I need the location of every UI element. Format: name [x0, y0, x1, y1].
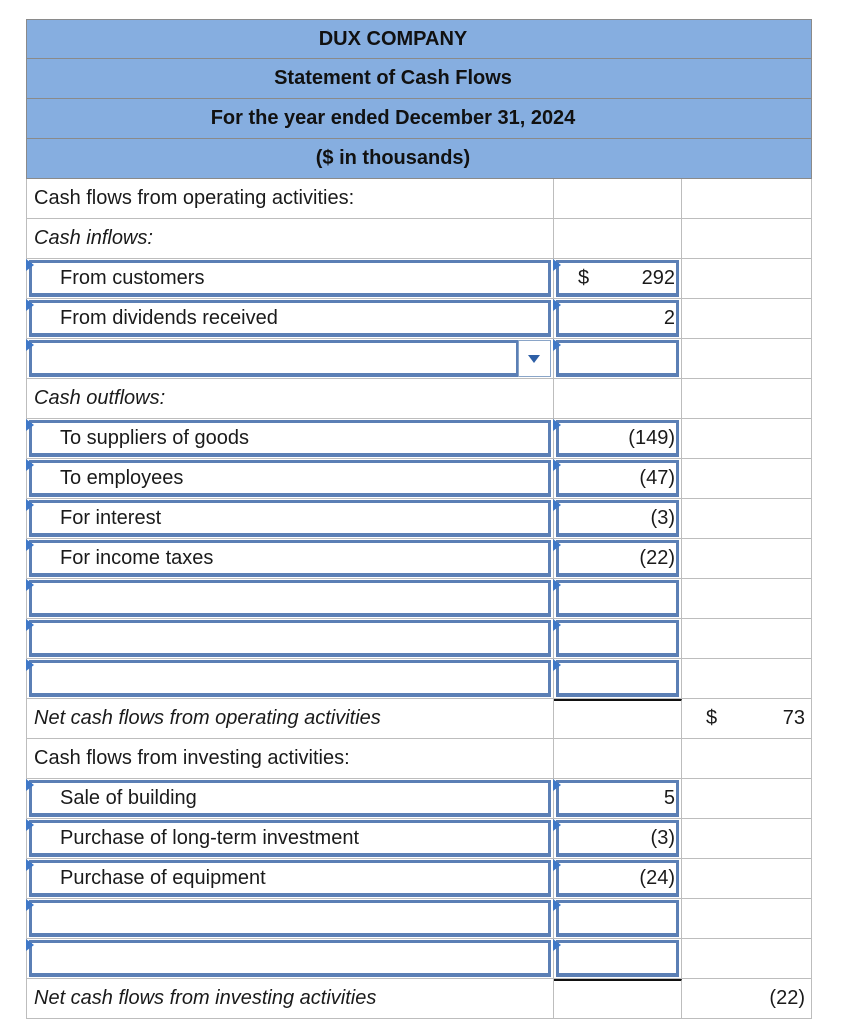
amount-value: (3): [650, 507, 675, 529]
line-item-label: Purchase of long-term investment: [60, 827, 360, 849]
input-marker-icon: [26, 299, 34, 311]
input-marker-icon: [553, 579, 561, 591]
input-marker-icon: [553, 459, 561, 471]
total-cell: [682, 779, 812, 819]
input-marker-icon: [553, 499, 561, 511]
label-cell: [26, 939, 554, 979]
input-marker-icon: [553, 539, 561, 551]
amount-cell: [554, 819, 682, 859]
dollar-sign: $: [706, 707, 718, 729]
input-marker-icon: [26, 939, 34, 951]
total-cell: [682, 739, 812, 779]
input-marker-icon: [553, 659, 561, 671]
total-cell: [682, 499, 812, 539]
amount-value: 5: [663, 787, 675, 809]
total-cell: [682, 659, 812, 699]
table-row: [26, 939, 812, 979]
table-row: [26, 539, 812, 579]
amount-input[interactable]: [556, 940, 679, 977]
line-item-label: To employees: [60, 467, 184, 489]
amount-cell: [554, 419, 682, 459]
line-item-label: Sale of building: [60, 787, 197, 809]
line-item-label: For interest: [60, 507, 162, 529]
amount-input[interactable]: [556, 780, 679, 817]
table-row: [26, 979, 812, 1019]
table-row: [26, 259, 812, 299]
input-marker-icon: [26, 579, 34, 591]
label-cell: [26, 779, 554, 819]
input-marker-icon: [553, 899, 561, 911]
label-cell: [26, 179, 554, 219]
input-marker-icon: [553, 779, 561, 791]
table-row: [26, 499, 812, 539]
label-cell: [26, 499, 554, 539]
total-cell: [682, 579, 812, 619]
table-row: [26, 179, 812, 219]
table-row: [26, 659, 812, 699]
total-cell: [682, 459, 812, 499]
table-row: [26, 899, 812, 939]
total-cell: [682, 219, 812, 259]
total-cell: [682, 339, 812, 379]
amount-input[interactable]: [556, 900, 679, 937]
subtotal-label: Net cash flows from operating activities: [34, 707, 381, 729]
amount-cell: [554, 779, 682, 819]
amount-value: (149): [628, 427, 675, 449]
line-item-label: To suppliers of goods: [60, 427, 250, 449]
total-cell: [682, 979, 812, 1019]
section-heading: Cash flows from operating activities:: [34, 187, 355, 209]
total-value: 73: [782, 707, 805, 729]
total-cell: [682, 819, 812, 859]
statement-title: [26, 59, 812, 99]
label-cell: [26, 539, 554, 579]
label-cell: [26, 899, 554, 939]
total-cell: [682, 699, 812, 739]
label-cell: [26, 659, 554, 699]
amount-input[interactable]: [556, 660, 679, 697]
table-row: [26, 819, 812, 859]
total-cell: [682, 379, 812, 419]
amount-cell: [554, 659, 682, 699]
line-item-label: Purchase of equipment: [60, 867, 266, 889]
line-item-label: For income taxes: [60, 547, 214, 569]
input-marker-icon: [26, 459, 34, 471]
cash-flow-statement: [26, 19, 812, 1019]
amount-value: 2: [663, 307, 675, 329]
table-row: [26, 339, 812, 379]
input-marker-icon: [553, 299, 561, 311]
input-marker-icon: [26, 659, 34, 671]
label-cell: [26, 619, 554, 659]
label-cell: [26, 979, 554, 1019]
table-row: [26, 779, 812, 819]
subtotal-label: Net cash flows from investing activities: [34, 987, 377, 1009]
input-marker-icon: [553, 859, 561, 871]
label-cell: [26, 739, 554, 779]
label-cell: [26, 339, 554, 379]
amount-cell: [554, 899, 682, 939]
subsection-heading: Cash inflows:: [34, 227, 153, 249]
label-cell: [26, 259, 554, 299]
amount-cell: [554, 339, 682, 379]
input-marker-icon: [26, 619, 34, 631]
dollar-sign: $: [578, 267, 590, 289]
total-cell: [682, 299, 812, 339]
label-cell: [26, 579, 554, 619]
input-marker-icon: [553, 819, 561, 831]
label-cell: [26, 419, 554, 459]
table-row: [26, 299, 812, 339]
table-row: [26, 379, 812, 419]
input-marker-icon: [553, 259, 561, 271]
amount-value: (3): [650, 827, 675, 849]
amount-cell: [554, 379, 682, 419]
label-cell: [26, 219, 554, 259]
amount-value: (24): [639, 867, 675, 889]
label-cell: [26, 699, 554, 739]
company-name: [26, 19, 812, 59]
subsection-heading: Cash outflows:: [34, 387, 166, 409]
line-item-select[interactable]: [29, 340, 519, 377]
amount-cell: [554, 459, 682, 499]
amount-cell: [554, 259, 682, 299]
total-value: (22): [769, 987, 805, 1009]
amount-cell: [554, 939, 682, 979]
amount-input[interactable]: [556, 300, 679, 337]
amount-input[interactable]: [556, 340, 679, 377]
total-cell: [682, 419, 812, 459]
amount-input[interactable]: [556, 580, 679, 617]
table-row: [26, 579, 812, 619]
input-marker-icon: [26, 899, 34, 911]
total-cell: [682, 179, 812, 219]
label-cell: [26, 459, 554, 499]
statement-title-text: Statement of Cash Flows: [274, 67, 512, 89]
input-marker-icon: [26, 339, 34, 351]
line-item-label: From customers: [60, 267, 205, 289]
total-cell: [682, 259, 812, 299]
table-row: [26, 699, 812, 739]
amount-value: (47): [639, 467, 675, 489]
total-cell: [682, 619, 812, 659]
label-cell: [26, 299, 554, 339]
amount-cell: [554, 859, 682, 899]
chevron-down-icon[interactable]: [518, 340, 551, 377]
input-marker-icon: [26, 859, 34, 871]
amount-cell: [554, 539, 682, 579]
company-name-text: DUX COMPANY: [318, 27, 468, 50]
input-marker-icon: [26, 419, 34, 431]
total-cell: [682, 899, 812, 939]
amount-cell: [554, 499, 682, 539]
label-cell: [26, 379, 554, 419]
table-row: [26, 739, 812, 779]
input-marker-icon: [26, 779, 34, 791]
label-input[interactable]: [29, 620, 551, 657]
table-row: [26, 619, 812, 659]
input-marker-icon: [553, 419, 561, 431]
label-cell: [26, 859, 554, 899]
section-heading: Cash flows from investing activities:: [34, 747, 350, 769]
amount-value: (22): [639, 547, 675, 569]
amount-cell: [554, 979, 682, 1019]
input-marker-icon: [553, 939, 561, 951]
label-input[interactable]: [29, 940, 551, 977]
input-marker-icon: [26, 819, 34, 831]
table-row: [26, 459, 812, 499]
statement-period: [26, 99, 812, 139]
amount-value: 292: [641, 267, 675, 289]
label-input[interactable]: [29, 900, 551, 937]
input-marker-icon: [26, 259, 34, 271]
table-row: [26, 859, 812, 899]
amount-cell: [554, 619, 682, 659]
label-cell: [26, 819, 554, 859]
amount-cell: [554, 579, 682, 619]
label-input[interactable]: [29, 660, 551, 697]
total-cell: [682, 859, 812, 899]
input-marker-icon: [26, 499, 34, 511]
total-cell: [682, 539, 812, 579]
line-item-label: From dividends received: [60, 307, 278, 329]
label-input[interactable]: [29, 580, 551, 617]
statement-units-text: ($ in thousands): [315, 147, 471, 169]
statement-units: [26, 139, 812, 179]
amount-cell: [554, 739, 682, 779]
amount-cell: [554, 699, 682, 739]
amount-cell: [554, 299, 682, 339]
amount-cell: [554, 179, 682, 219]
input-marker-icon: [26, 539, 34, 551]
input-marker-icon: [553, 619, 561, 631]
input-marker-icon: [553, 339, 561, 351]
total-cell: [682, 939, 812, 979]
statement-period-text: For the year ended December 31, 2024: [210, 107, 576, 129]
table-row: [26, 419, 812, 459]
amount-input[interactable]: [556, 620, 679, 657]
amount-cell: [554, 219, 682, 259]
table-row: [26, 219, 812, 259]
